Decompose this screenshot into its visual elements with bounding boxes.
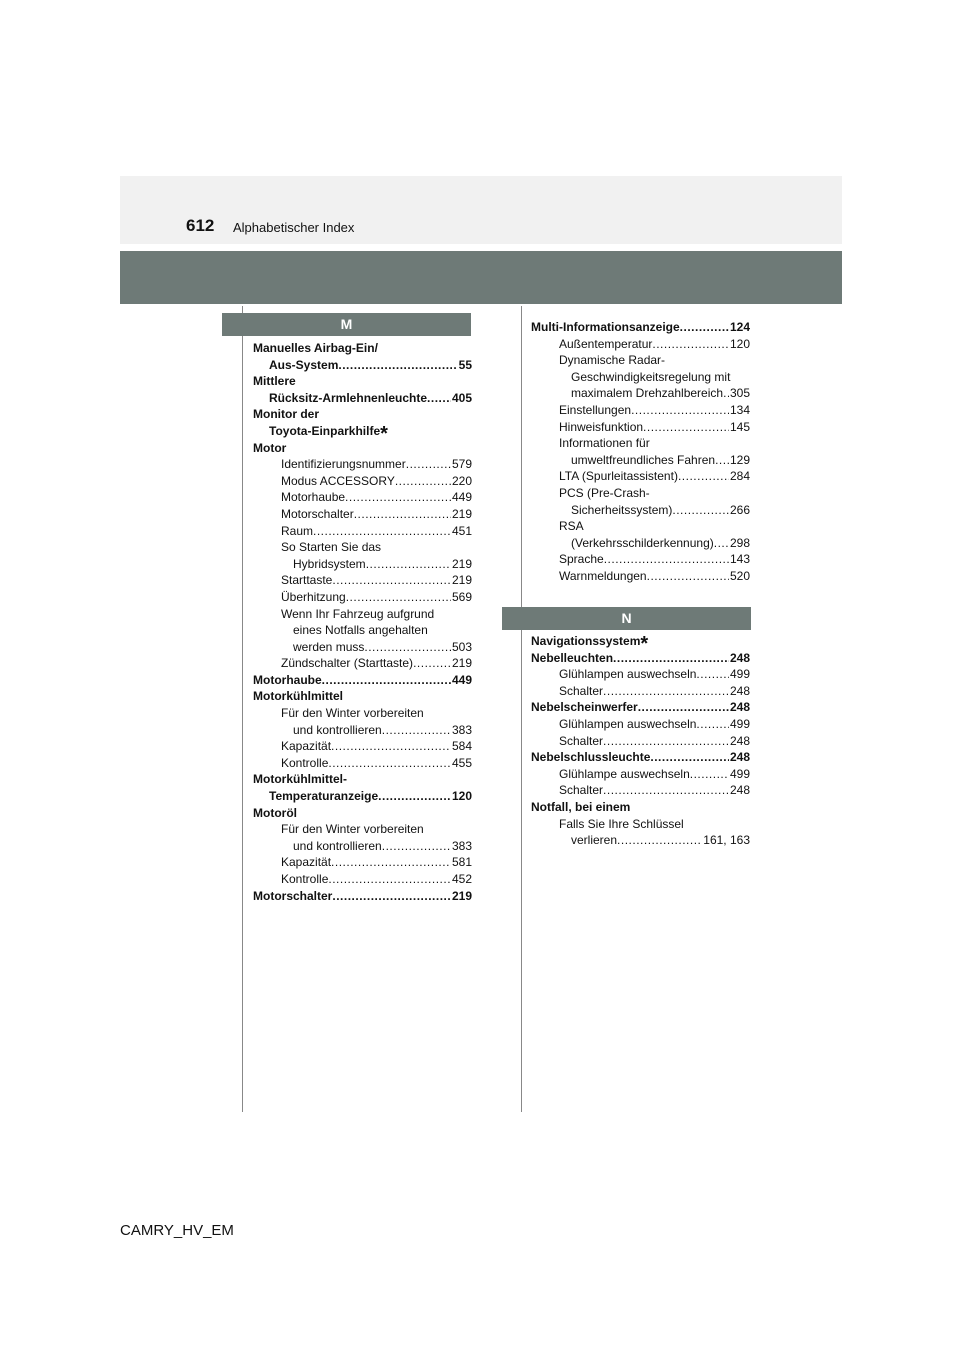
index-entry xyxy=(253,871,472,888)
index-entry-text: Motorkühlmittel xyxy=(253,689,343,704)
index-entry-text: Dynamische Radar- xyxy=(559,353,666,368)
leader-dots xyxy=(378,788,451,805)
index-entry-text: Geschwindigkeitsregelung mit xyxy=(571,369,731,384)
leader-dots xyxy=(678,468,729,485)
index-entry xyxy=(531,733,750,750)
leader-dots xyxy=(603,683,729,700)
index-entry-text: Notfall, bei einem xyxy=(531,799,631,814)
index-entry xyxy=(253,506,472,523)
index-entry-text: Identifizierungsnummer xyxy=(281,457,406,472)
leader-dots xyxy=(346,589,451,606)
index-entry xyxy=(253,489,472,506)
index-entry xyxy=(253,606,472,623)
index-entry xyxy=(531,385,750,402)
leader-dots xyxy=(647,568,729,585)
index-entry-page: 248 xyxy=(729,750,750,765)
index-entry xyxy=(253,722,472,739)
index-entry xyxy=(531,799,750,816)
index-entry-text: Kontrolle xyxy=(281,872,329,886)
index-entry-text: eines Notfalls angehalten xyxy=(293,623,428,638)
index-entry-text: Starttaste xyxy=(281,573,333,588)
index-entry-text: Informationen für xyxy=(559,436,650,451)
index-entry-page: 452 xyxy=(451,872,472,886)
leader-dots xyxy=(652,336,729,353)
column-divider-right xyxy=(521,306,522,1112)
leader-dots xyxy=(406,456,451,473)
index-entry xyxy=(531,319,750,336)
index-entry xyxy=(253,805,472,822)
index-entry xyxy=(253,340,472,357)
index-entry-text: Zündschalter (Starttaste) xyxy=(281,656,414,671)
index-entry-text: Toyota-Einparkhilfe xyxy=(269,423,381,438)
leader-dots xyxy=(715,452,729,469)
footnote-star: * xyxy=(640,633,649,655)
leader-dots xyxy=(313,523,451,540)
leader-dots xyxy=(650,749,729,766)
index-entry xyxy=(253,622,472,639)
leader-dots xyxy=(332,888,451,905)
index-entry-text: Motorschalter xyxy=(253,888,333,903)
index-entry-text: Motoröl xyxy=(253,805,297,820)
letter-heading-n: N xyxy=(502,607,751,630)
index-entry-text: Nebelschlussleuchte xyxy=(531,750,651,765)
index-entry-page: 120 xyxy=(451,789,472,804)
index-entry xyxy=(531,683,750,700)
index-entry-text: und kontrollieren xyxy=(293,722,382,737)
index-entry xyxy=(253,788,472,805)
leader-dots xyxy=(696,666,729,683)
index-entry-page: 581 xyxy=(451,855,472,870)
index-entry-page: 129 xyxy=(729,452,750,467)
index-entry-page: 405 xyxy=(451,390,472,405)
leader-dots xyxy=(366,556,451,573)
index-entry xyxy=(253,639,472,656)
index-entry-text: Sicherheitssystem) xyxy=(571,502,673,517)
leader-dots xyxy=(382,838,451,855)
index-entry xyxy=(253,357,472,374)
index-entry-page: 248 xyxy=(729,683,750,698)
leader-dots xyxy=(328,871,451,888)
index-entry-page: 219 xyxy=(451,573,472,588)
leader-dots xyxy=(672,502,729,519)
index-entry xyxy=(253,821,472,838)
index-entry-text: RSA xyxy=(559,519,584,534)
index-entry xyxy=(531,766,750,783)
leader-dots xyxy=(332,572,451,589)
index-entry-text: Überhitzung xyxy=(281,589,346,604)
index-entry xyxy=(531,485,750,502)
index-entry xyxy=(253,655,472,672)
index-entry-text: LTA (Spurleitassistent) xyxy=(559,469,678,484)
leader-dots xyxy=(331,854,451,871)
index-entry-page: 298 xyxy=(729,535,750,550)
index-entry xyxy=(253,888,472,905)
index-entry-page: 449 xyxy=(451,490,472,505)
index-entry-text: Monitor der xyxy=(253,407,319,422)
index-entry-page: 579 xyxy=(451,457,472,472)
index-entry-page: 383 xyxy=(451,838,472,853)
index-entry xyxy=(531,650,750,667)
index-entry xyxy=(531,666,750,683)
index-entry-text: Navigationssystem xyxy=(531,634,641,648)
footnote-star: * xyxy=(380,422,388,445)
index-entry xyxy=(253,838,472,855)
index-entry xyxy=(531,551,750,568)
index-entry xyxy=(531,832,750,849)
index-entry-page: 499 xyxy=(729,766,750,781)
index-entry-text: Glühlampen auswechseln xyxy=(559,667,697,682)
index-entry-page: 248 xyxy=(729,733,750,748)
index-entry-text: Falls Sie Ihre Schlüssel xyxy=(559,816,684,831)
index-entry-text: Warnmeldungen xyxy=(559,568,647,583)
index-entry-page: 503 xyxy=(451,639,472,654)
index-entry-text: Wenn Ihr Fahrzeug aufgrund xyxy=(281,606,435,621)
leader-dots xyxy=(604,551,729,568)
index-entry-page: 284 xyxy=(729,469,750,484)
index-entry-text: Glühlampen auswechseln xyxy=(559,716,697,731)
column-divider-left xyxy=(242,306,243,1112)
index-entry-text: Mittlere xyxy=(253,374,296,389)
index-entry xyxy=(253,440,472,457)
leader-dots xyxy=(603,733,729,750)
index-entry-text: verlieren xyxy=(571,833,618,848)
leader-dots xyxy=(617,832,702,849)
index-entry xyxy=(531,518,750,535)
header-dark-band xyxy=(120,251,842,304)
index-entry-text: Für den Winter vorbereiten xyxy=(281,706,424,721)
index-entry-text: (Verkehrsschilderkennung) xyxy=(571,535,714,550)
index-entry-text: Multi-Informationsanzeige xyxy=(531,320,680,334)
index-entry-page: 305 xyxy=(729,386,750,401)
index-entry-page: 219 xyxy=(451,888,472,903)
leader-dots xyxy=(690,766,729,783)
index-entry xyxy=(531,402,750,419)
index-entry xyxy=(531,452,750,469)
index-entry xyxy=(253,406,472,423)
index-entry xyxy=(253,738,472,755)
index-entry xyxy=(253,854,472,871)
index-entry xyxy=(253,589,472,606)
index-entry-page: 145 xyxy=(729,419,750,434)
index-entry xyxy=(253,572,472,589)
index-entry-page: 520 xyxy=(729,568,750,583)
index-entry-text: Motorschalter xyxy=(281,506,354,521)
index-entry-text: Kapazität xyxy=(281,855,332,870)
leader-dots xyxy=(345,489,451,506)
index-entry-page: 248 xyxy=(729,700,750,715)
index-entry-page: 55 xyxy=(458,357,472,372)
leader-dots xyxy=(338,357,457,374)
leader-dots xyxy=(680,319,729,336)
index-entry xyxy=(253,539,472,556)
leader-dots xyxy=(382,722,451,739)
index-entry-text: werden muss xyxy=(293,639,365,654)
index-entry xyxy=(253,456,472,473)
index-entry-text: Hybridsystem xyxy=(293,556,366,571)
leader-dots xyxy=(328,755,451,772)
index-entry-text: Motorhaube xyxy=(281,490,346,505)
index-entry-text: Schalter xyxy=(559,783,604,798)
index-entry xyxy=(253,672,472,689)
index-entry-page: 143 xyxy=(729,552,750,567)
index-entry-page: 161, 163 xyxy=(703,833,750,848)
index-entry-page: 134 xyxy=(729,402,750,417)
index-entry-text: Manuelles Airbag-Ein/ xyxy=(253,341,378,355)
index-entry-text: Sprache xyxy=(559,552,604,567)
index-entry-text: Raum xyxy=(281,523,314,538)
leader-dots xyxy=(354,506,451,523)
index-entry-text: maximalem Drehzahlbereich xyxy=(571,386,724,401)
leader-dots xyxy=(413,655,451,672)
index-entry xyxy=(253,556,472,573)
index-entry-text: So Starten Sie das xyxy=(281,540,382,555)
index-entry xyxy=(531,419,750,436)
index-entry xyxy=(531,716,750,733)
index-entry xyxy=(531,435,750,452)
index-entry xyxy=(531,699,750,716)
leader-dots xyxy=(427,390,451,407)
index-entry-text: Nebelleuchten xyxy=(531,650,614,665)
index-entry-page: 120 xyxy=(729,336,750,351)
leader-dots xyxy=(631,402,729,419)
index-entry-text: Motorkühlmittel- xyxy=(253,772,347,787)
index-entry-text: Motorhaube xyxy=(253,672,322,687)
leader-dots xyxy=(364,639,451,656)
index-entry-text: Glühlampe auswechseln xyxy=(559,766,690,781)
letter-heading-m: M xyxy=(222,313,471,336)
index-entry-page: 219 xyxy=(451,556,472,571)
header-band xyxy=(120,176,842,244)
index-entry-text: Nebelscheinwerfer xyxy=(531,700,638,715)
index-entry-page: 569 xyxy=(451,589,472,604)
index-entry-text: Motor xyxy=(253,440,287,455)
index-column-right-n xyxy=(531,633,750,849)
index-entry-page: 499 xyxy=(729,667,750,682)
index-entry-text: Kontrolle xyxy=(281,755,329,770)
leader-dots xyxy=(638,699,729,716)
leader-dots xyxy=(613,650,729,667)
index-entry-page: 383 xyxy=(451,722,472,737)
index-entry-page: 248 xyxy=(729,783,750,798)
index-entry xyxy=(253,422,472,445)
index-entry-text: Für den Winter vorbereiten xyxy=(281,822,424,837)
index-entry-text: umweltfreundliches Fahren xyxy=(571,452,716,467)
index-entry-page: 248 xyxy=(729,650,750,665)
index-entry-text: Schalter xyxy=(559,683,604,698)
index-entry-page: 124 xyxy=(729,320,750,334)
leader-dots xyxy=(714,535,729,552)
index-entry xyxy=(253,705,472,722)
index-entry xyxy=(531,816,750,833)
index-entry-text: Temperaturanzeige xyxy=(269,789,379,804)
leader-dots xyxy=(603,782,729,799)
section-title: Alphabetischer Index xyxy=(233,220,355,235)
index-entry xyxy=(531,782,750,799)
index-entry-page: 220 xyxy=(451,473,472,488)
index-entry xyxy=(531,369,750,386)
index-entry xyxy=(253,473,472,490)
leader-dots xyxy=(696,716,729,733)
index-entry xyxy=(253,688,472,705)
index-entry xyxy=(531,468,750,485)
index-entry xyxy=(253,523,472,540)
index-entry-page: 449 xyxy=(451,672,472,687)
index-entry xyxy=(531,568,750,585)
leader-dots xyxy=(395,473,451,490)
index-entry-text: Schalter xyxy=(559,733,604,748)
index-entry-page: 219 xyxy=(451,506,472,521)
index-entry-text: Hinweisfunktion xyxy=(559,419,644,434)
index-entry-text: Aus-System xyxy=(269,357,339,372)
index-entry-text: Außentemperatur xyxy=(559,336,653,351)
index-entry-page: 451 xyxy=(451,523,472,538)
index-entry-text: Kapazität xyxy=(281,739,332,754)
index-entry xyxy=(531,633,750,655)
index-entry xyxy=(253,373,472,390)
index-column-left xyxy=(253,340,472,904)
index-entry-text: und kontrollieren xyxy=(293,838,382,853)
index-entry-text: PCS (Pre-Crash- xyxy=(559,485,650,500)
index-entry-page: 499 xyxy=(729,716,750,731)
page-number: 612 xyxy=(186,216,215,235)
leader-dots xyxy=(322,672,451,689)
index-entry xyxy=(253,771,472,788)
index-entry-page: 219 xyxy=(451,656,472,671)
index-entry-page: 584 xyxy=(451,739,472,754)
index-entry xyxy=(531,749,750,766)
index-entry xyxy=(253,755,472,772)
index-entry-text: Rücksitz-Armlehnenleuchte xyxy=(269,390,428,405)
index-entry xyxy=(531,535,750,552)
index-column-right-m xyxy=(531,319,750,585)
index-entry xyxy=(253,390,472,407)
index-entry xyxy=(531,336,750,353)
document-id: CAMRY_HV_EM xyxy=(120,1222,234,1239)
index-entry xyxy=(531,502,750,519)
leader-dots xyxy=(331,738,451,755)
index-entry-text: Modus ACCESSORY xyxy=(281,473,395,488)
index-entry-page: 266 xyxy=(729,502,750,517)
leader-dots xyxy=(643,419,729,436)
index-entry xyxy=(531,352,750,369)
index-entry-page: 455 xyxy=(451,755,472,770)
index-entry-text: Einstellungen xyxy=(559,402,632,417)
